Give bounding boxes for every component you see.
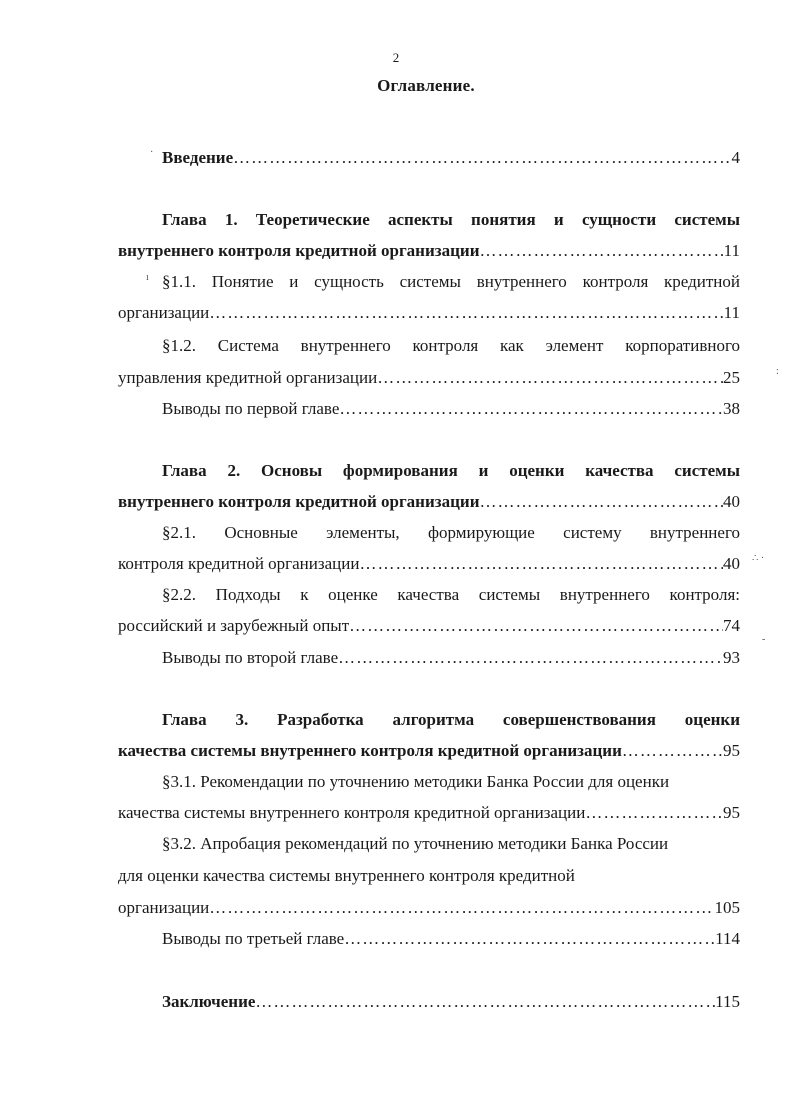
toc-page: 25	[723, 368, 740, 387]
toc-label: внутреннего контроля кредитной организации	[118, 492, 480, 511]
toc-section-3-2-line3[interactable]	[118, 896, 740, 920]
leader-dots	[480, 239, 724, 263]
toc-page: 11	[723, 303, 740, 322]
toc-conclusion-2[interactable]	[162, 646, 740, 670]
leader-dots	[209, 301, 723, 325]
toc-chapter-3-line2[interactable]	[118, 739, 740, 763]
leader-dots	[233, 146, 731, 170]
toc-section-3-2-line1[interactable]: §3.2. Апробация рекомендаций по уточнению методики Банка России	[162, 834, 669, 853]
toc-entry-conclusion[interactable]	[162, 990, 740, 1014]
toc-entry-intro[interactable]	[162, 146, 740, 170]
toc-conclusion-1[interactable]	[162, 397, 740, 421]
toc-label: российский и зарубежный опыт	[118, 616, 350, 635]
scan-speck: :	[776, 366, 779, 377]
toc-page: 11	[723, 241, 740, 260]
toc-section-2-1-line1[interactable]: §2.1. Основные элементы, формирующие систему внутреннего	[162, 523, 740, 542]
toc-page: 93	[723, 648, 740, 667]
leader-dots	[349, 614, 723, 638]
toc-label: Выводы по третьей главе	[162, 929, 345, 948]
toc-page: 40	[723, 554, 740, 573]
toc-section-2-2-line2[interactable]	[118, 614, 740, 638]
leader-dots	[338, 646, 723, 670]
toc-chapter-3-line1[interactable]: Глава 3. Разработка алгоритма совершенствования оценки	[162, 710, 740, 729]
toc-section-2-1-line2[interactable]	[118, 552, 740, 576]
toc-label: контроля кредитной организации	[118, 554, 360, 573]
toc-page: 114	[715, 929, 740, 948]
leader-dots	[209, 896, 714, 920]
toc-label: качества системы внутреннего контроля кредитной организации	[118, 803, 586, 822]
toc-label: Введение	[162, 148, 234, 167]
toc-chapter-1-line2[interactable]	[118, 239, 740, 263]
toc-page: 95	[723, 803, 740, 822]
toc-page: 95	[723, 741, 740, 760]
scan-speck: -	[762, 634, 766, 645]
leader-dots	[622, 739, 723, 763]
toc-label: внутреннего контроля кредитной организации	[118, 241, 480, 260]
toc-label: Заключение	[162, 992, 256, 1011]
toc-page: 40	[723, 492, 740, 511]
toc-page: 4	[731, 148, 740, 167]
toc-page: 115	[715, 992, 740, 1011]
scan-speck: ∴ ·	[752, 553, 765, 564]
toc-label: качества системы внутреннего контроля кредитной организации	[118, 741, 622, 760]
leader-dots	[344, 927, 715, 951]
toc-section-1-1-line1[interactable]: §1.1. Понятие и сущность системы внутреннего контроля кредитной	[162, 272, 740, 291]
toc-chapter-2-line2[interactable]	[118, 490, 740, 514]
toc-label: управления кредитной организации	[118, 368, 378, 387]
leader-dots	[377, 366, 723, 390]
leader-dots	[339, 397, 723, 421]
toc-section-3-1-line2[interactable]	[118, 801, 740, 825]
toc-chapter-1-line1[interactable]: Глава 1. Теоретические аспекты понятия и сущности системы	[162, 210, 740, 229]
toc-section-1-2-line2[interactable]	[118, 366, 740, 390]
leader-dots	[585, 801, 723, 825]
scan-speck: ·	[150, 147, 154, 158]
page-title: Оглавление.	[377, 76, 475, 95]
toc-section-1-2-line1[interactable]: §1.2. Система внутреннего контроля как элемент корпоративного	[162, 336, 740, 355]
toc-page: 74	[723, 616, 740, 635]
toc-label: организации	[118, 303, 210, 322]
page-number: 2	[392, 50, 400, 65]
toc-page: 38	[723, 399, 740, 418]
scan-speck: ı	[146, 272, 149, 283]
leader-dots	[480, 490, 724, 514]
toc-section-1-1-line2[interactable]	[118, 301, 740, 325]
leader-dots	[359, 552, 723, 576]
toc-section-3-1-line1[interactable]: §3.1. Рекомендации по уточнению методики Банка России для оценки	[162, 772, 670, 791]
toc-conclusion-3[interactable]	[162, 927, 740, 951]
toc-section-2-2-line1[interactable]: §2.2. Подходы к оценке качества системы внутреннего контроля:	[162, 585, 740, 604]
toc-page: 105	[714, 898, 740, 917]
toc-label: Выводы по второй главе	[162, 648, 339, 667]
toc-section-3-2-line2[interactable]: для оценки качества системы внутреннего контроля кредитной	[118, 866, 575, 885]
toc-label: организации	[118, 898, 210, 917]
toc-label: Выводы по первой главе	[162, 399, 340, 418]
toc-chapter-2-line1[interactable]: Глава 2. Основы формирования и оценки качества системы	[162, 461, 740, 480]
leader-dots	[255, 990, 715, 1014]
